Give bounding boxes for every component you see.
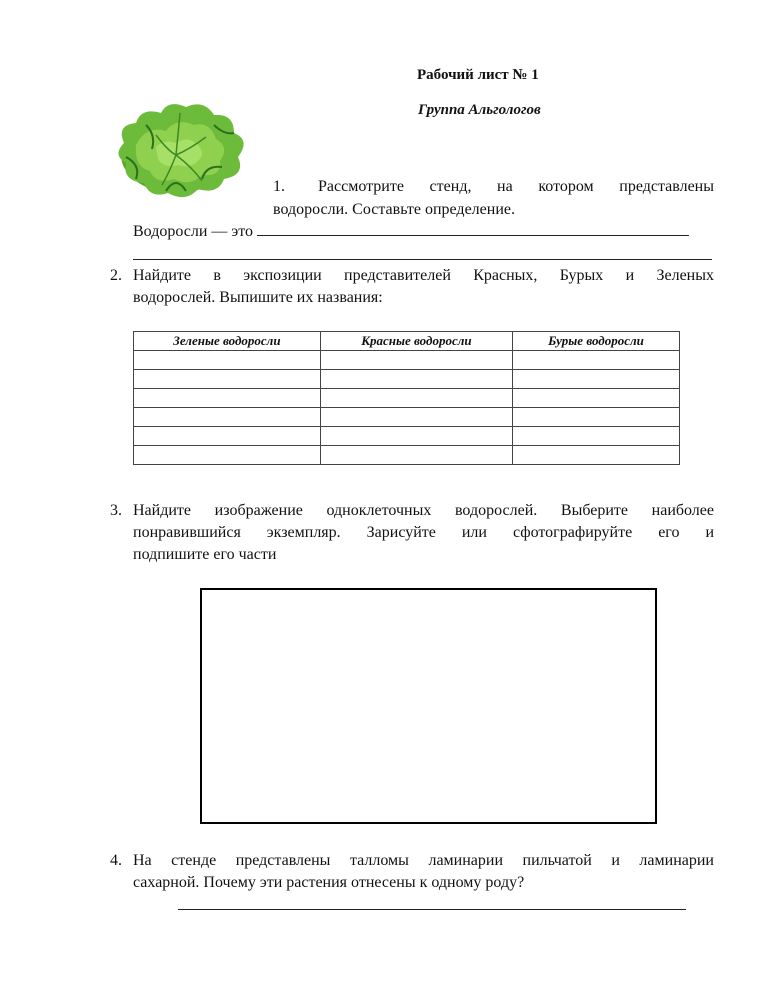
- table-cell[interactable]: [320, 427, 512, 446]
- q1-answer-line[interactable]: [257, 221, 689, 236]
- q2-text-line1: Найдите в экспозиции представителей Красных, Бурых и Зеленых: [133, 267, 714, 284]
- table-cell[interactable]: [320, 370, 512, 389]
- q1-text-line1: Рассмотрите стенд, на котором представлены: [318, 178, 714, 195]
- table-cell[interactable]: [320, 351, 512, 370]
- table-cell[interactable]: [134, 446, 321, 465]
- table-cell[interactable]: [134, 427, 321, 446]
- q4-text-line1: На стенде представлены талломы ламинарии пильчатой и ламинарии: [133, 852, 714, 869]
- drawing-area[interactable]: [200, 588, 657, 824]
- table-row: [134, 370, 680, 389]
- q4-text-line2: сахарной. Почему эти растения отнесены к одному роду?: [133, 874, 525, 891]
- table-cell[interactable]: [513, 370, 680, 389]
- table-header-red: Красные водоросли: [320, 332, 512, 351]
- q4-answer-line[interactable]: [178, 909, 686, 910]
- table-header-brown: Бурые водоросли: [513, 332, 680, 351]
- q2-text-line2: водорослей. Выпишите их названия:: [133, 289, 383, 306]
- table-cell[interactable]: [134, 389, 321, 408]
- q3-text-line3: подпишите его части: [133, 546, 277, 563]
- page-title: Рабочий лист № 1: [417, 67, 539, 83]
- table-cell[interactable]: [513, 389, 680, 408]
- q1-definition-row: [133, 221, 689, 243]
- algae-table: [133, 331, 680, 465]
- table-row: [134, 427, 680, 446]
- q4-number: 4.: [110, 852, 122, 869]
- table-row: [134, 389, 680, 408]
- table-cell[interactable]: [320, 446, 512, 465]
- table-cell[interactable]: [320, 389, 512, 408]
- algae-illustration: [106, 95, 256, 205]
- table-cell[interactable]: [320, 408, 512, 427]
- q1-text-line2: водоросли. Составьте определение.: [273, 201, 515, 218]
- table-cell[interactable]: [134, 370, 321, 389]
- q3-text-line1: Найдите изображение одноклеточных водорослей. Выберите наиболее: [133, 502, 714, 519]
- table-row: [134, 446, 680, 465]
- page-subtitle: Группа Альгологов: [418, 102, 541, 118]
- q3-number: 3.: [110, 502, 122, 519]
- q1-number: 1.: [273, 178, 285, 195]
- q3-text-line2: понравившийся экземпляр. Зарисуйте или сфотографируйте его и: [133, 524, 714, 541]
- table-cell[interactable]: [513, 446, 680, 465]
- table-cell[interactable]: [513, 351, 680, 370]
- table-header-green: Зеленые водоросли: [134, 332, 321, 351]
- table-cell[interactable]: [134, 408, 321, 427]
- q1-answer-line-2[interactable]: [133, 259, 712, 260]
- table-cell[interactable]: [513, 408, 680, 427]
- table-cell[interactable]: [513, 427, 680, 446]
- table-cell[interactable]: [134, 351, 321, 370]
- table-row: [134, 408, 680, 427]
- q2-number: 2.: [110, 267, 122, 284]
- q1-definition-label: Водоросли — это: [133, 223, 254, 240]
- table-row: [134, 351, 680, 370]
